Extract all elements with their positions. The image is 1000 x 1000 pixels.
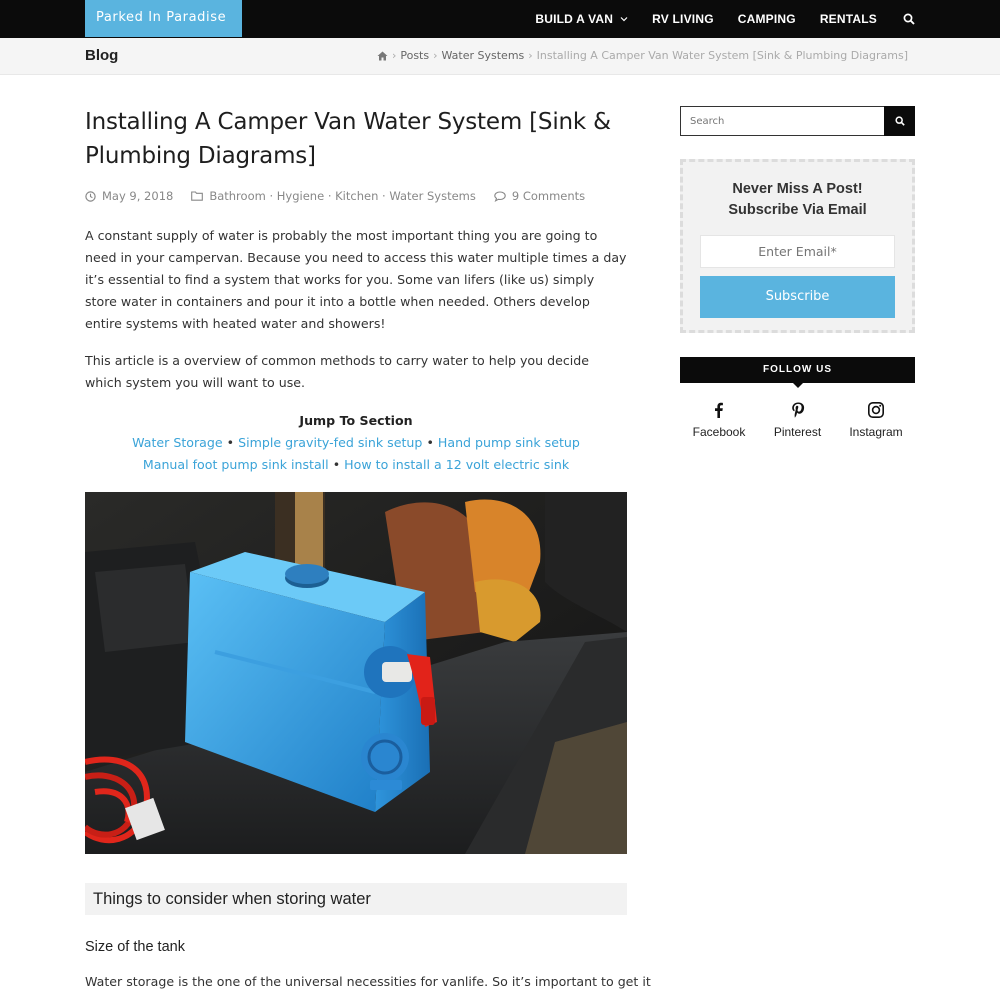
search-button[interactable] <box>884 106 915 136</box>
social-label: Facebook <box>692 425 746 439</box>
post-categories <box>191 189 476 203</box>
jump-separator: • <box>332 457 341 472</box>
post-date <box>85 189 173 203</box>
jump-link-gravity-fed[interactable]: Simple gravity-fed sink setup <box>238 435 423 450</box>
nav-item-label: CAMPING <box>737 12 796 26</box>
sidebar <box>680 106 915 439</box>
folder-icon <box>191 191 203 201</box>
social-link-pinterest[interactable] <box>759 401 837 439</box>
follow-us-title: FOLLOW US <box>763 364 832 375</box>
water-container-photo <box>85 492 627 854</box>
follow-us-notch <box>793 383 803 388</box>
subscribe-title-line1: Never Miss A Post! <box>732 181 863 197</box>
follow-us-header <box>680 357 915 383</box>
article <box>85 105 651 993</box>
social-links <box>680 401 915 439</box>
jump-separator: • <box>226 435 235 450</box>
jump-link-water-storage[interactable]: Water Storage <box>132 435 223 450</box>
jump-to-section-title: Jump To Section <box>299 413 413 428</box>
article-paragraph: This article is a overview of common methods to carry water to help you decide which system you will want to use. <box>85 353 589 390</box>
comment-icon <box>494 191 506 202</box>
breadcrumb-separator-icon: › <box>528 49 533 62</box>
nav-item-camping[interactable] <box>738 12 796 26</box>
social-link-facebook[interactable] <box>680 401 758 439</box>
top-navigation-bar <box>0 0 1000 38</box>
nav-item-label: RV LIVING <box>652 12 714 26</box>
sidebar-search <box>680 106 915 136</box>
page-subheader <box>0 38 1000 75</box>
breadcrumb-separator-icon: › <box>433 49 438 62</box>
nav-item-rentals[interactable] <box>820 12 877 26</box>
search-icon <box>895 116 905 126</box>
nav-item-rv-living[interactable] <box>652 12 714 26</box>
email-field[interactable] <box>700 235 895 268</box>
post-date-text: May 9, 2018 <box>102 189 174 203</box>
home-icon[interactable] <box>377 51 388 61</box>
site-logo[interactable]: Parked In Paradise <box>85 0 242 37</box>
search-input[interactable] <box>680 106 884 136</box>
nav-item-build-a-van[interactable] <box>535 12 628 26</box>
article-paragraph: A constant supply of water is probably the most important thing you are going to need in your campervan. Because you need to access this water multiple times a day it’s essential to find a system that works for you. Some van lifers (like us) simply store water in containers and pour it into a bottle when needed. Others develop entire systems with heated water and showers! <box>85 228 627 331</box>
breadcrumb-link-posts[interactable]: Posts <box>400 49 430 62</box>
nav-item-label: BUILD A VAN <box>535 12 614 26</box>
subscribe-button[interactable]: Subscribe <box>700 276 895 318</box>
section-heading-storing-water: Things to consider when storing water <box>85 883 627 915</box>
breadcrumb-link-water-systems[interactable]: Water Systems <box>441 49 525 62</box>
breadcrumb <box>377 49 908 62</box>
jump-to-section <box>85 410 627 476</box>
breadcrumb-separator-icon: › <box>391 49 397 62</box>
main-nav <box>511 0 915 38</box>
jump-link-foot-pump[interactable]: Manual foot pump sink install <box>142 457 329 472</box>
breadcrumb-current: Installing A Camper Van Water System [Sink & Plumbing Diagrams] <box>536 49 908 62</box>
chevron-down-icon <box>620 15 628 23</box>
subscribe-widget <box>680 159 915 333</box>
nav-item-label: RENTALS <box>819 12 877 26</box>
pinterest-icon <box>789 401 807 419</box>
subheading-tank-size: Size of the tank <box>85 939 185 955</box>
jump-link-hand-pump[interactable]: Hand pump sink setup <box>437 435 580 450</box>
search-icon[interactable] <box>903 13 915 25</box>
social-label: Instagram <box>849 425 903 439</box>
subscribe-title-line2: Subscribe Via Email <box>728 202 867 218</box>
jump-separator: • <box>426 435 434 450</box>
article-title: Installing A Camper Van Water System [Sink & Plumbing Diagrams] <box>85 109 611 169</box>
jump-link-12-volt[interactable]: How to install a 12 volt electric sink <box>344 457 570 472</box>
post-comments-text: 9 Comments <box>511 189 586 203</box>
clock-icon <box>85 191 96 202</box>
social-label: Pinterest <box>773 425 822 439</box>
post-categories-links[interactable]: Bathroom · Hygiene · Kitchen · Water Systems <box>209 189 476 203</box>
page-section-title: Blog <box>85 47 119 64</box>
social-link-instagram[interactable] <box>837 401 915 439</box>
article-paragraph: Water storage is the one of the universal necessities for vanlife. So it’s important to get it <box>85 974 651 989</box>
jump-links-row-2 <box>85 454 627 476</box>
article-meta <box>85 189 627 203</box>
instagram-icon <box>867 401 885 419</box>
jump-links-row-1 <box>85 432 627 454</box>
post-comments[interactable] <box>494 189 585 203</box>
hero-image-water-container <box>85 492 627 854</box>
facebook-icon <box>710 401 728 419</box>
